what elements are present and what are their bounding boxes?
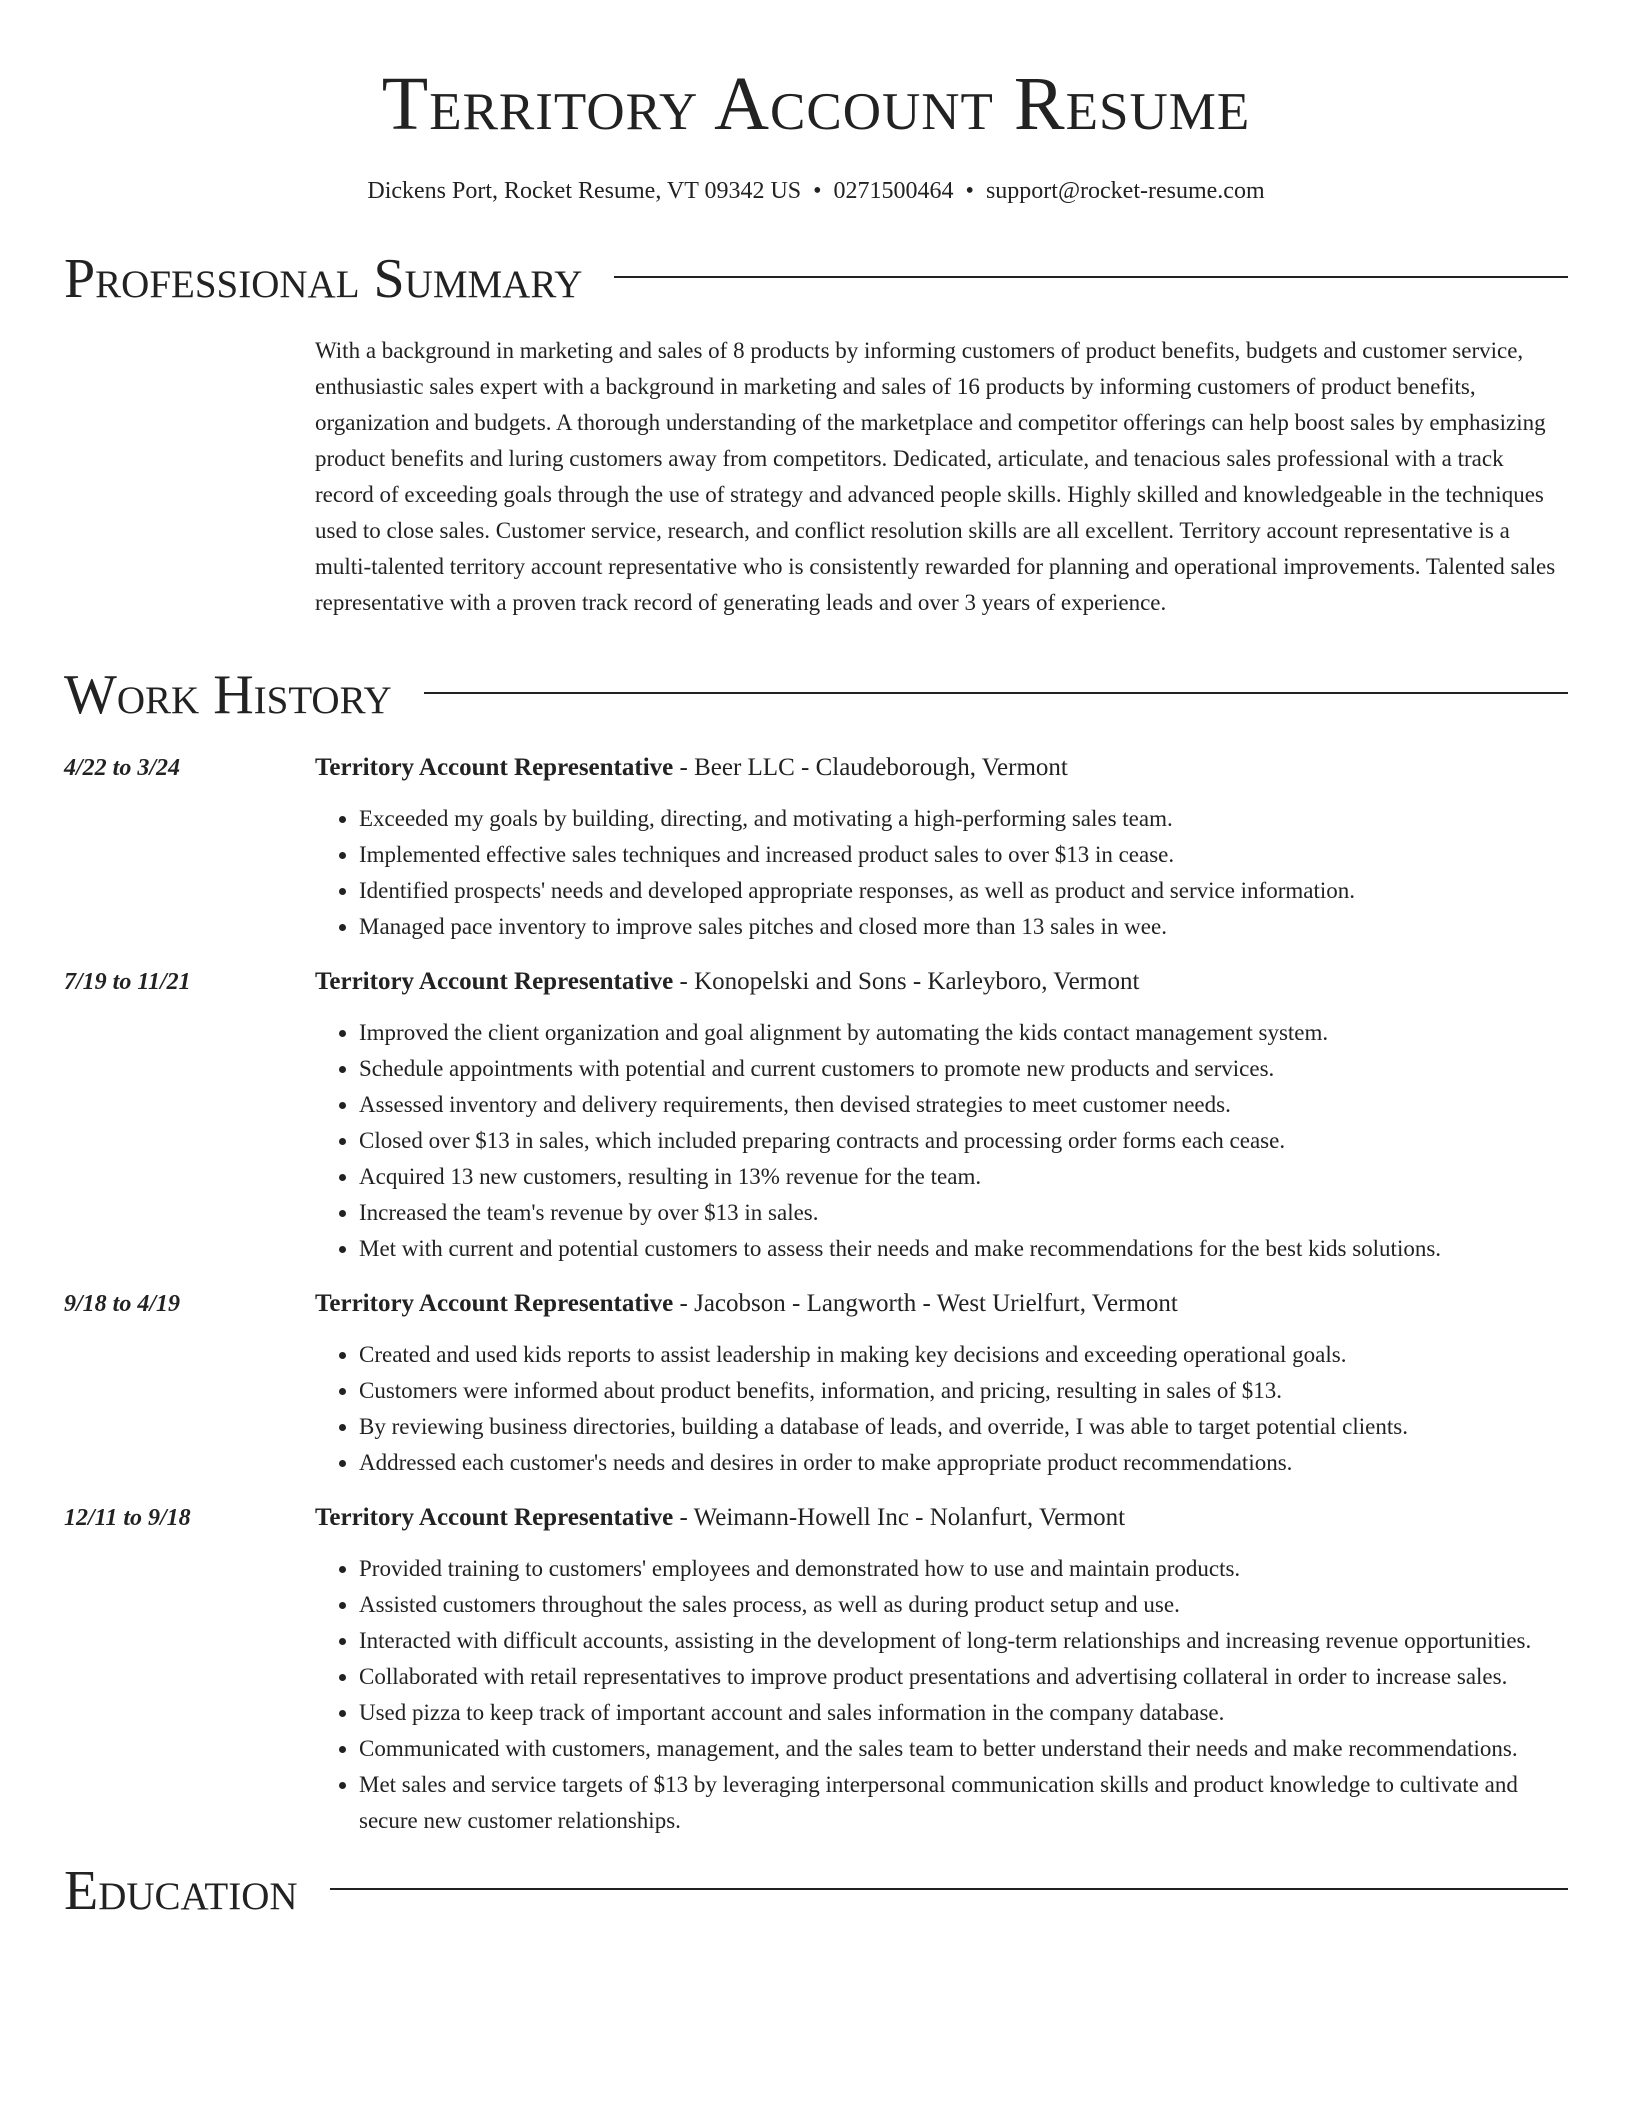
job-bullet: • Acquired 13 new customers, resulting in 13% revenue for the team. xyxy=(359,1159,1568,1195)
job-bullet: • Addressed each customer's needs and desires in order to make appropriate product recommendations. xyxy=(359,1445,1568,1481)
job-body xyxy=(315,1503,1568,1839)
job-company-location: - Jacobson - Langworth - West Urielfurt, Vermont xyxy=(673,1290,1178,1317)
job-bullet: • Assisted customers throughout the sales process, as well as during product setup and use. xyxy=(359,1587,1568,1623)
job-bullet-list xyxy=(315,1015,1568,1267)
work-section-header xyxy=(64,664,1568,726)
contact-separator: • xyxy=(965,178,974,204)
job-body xyxy=(315,753,1568,945)
job-company-location: - Beer LLC - Claudeborough, Vermont xyxy=(673,754,1068,781)
job-bullet: • Exceeded my goals by building, directing, and motivating a high-performing sales team. xyxy=(359,801,1568,837)
contact-address: Dickens Port, Rocket Resume, VT 09342 US xyxy=(367,178,802,204)
contact-separator: • xyxy=(813,178,822,204)
job-bullet: • Managed pace inventory to improve sales pitches and closed more than 13 sales in wee. xyxy=(359,909,1568,945)
job-bullet-list xyxy=(315,1551,1568,1839)
summary-section-header xyxy=(64,248,1568,310)
job-bullet: • Assessed inventory and delivery requirements, then devised strategies to meet customer needs. xyxy=(359,1087,1568,1123)
job-role: Territory Account Representative xyxy=(315,754,674,781)
job-headline xyxy=(315,1503,1568,1533)
job-bullet: • Interacted with difficult accounts, assisting in the development of long-term relationships and increasing revenue opportunities. xyxy=(359,1623,1568,1659)
job-dates: 4/22 to 3/24 xyxy=(64,755,181,781)
job-bullet: • Identified prospects' needs and developed appropriate responses, as well as product and service information. xyxy=(359,873,1568,909)
job-bullet: • Improved the client organization and goal alignment by automating the kids contact management system. xyxy=(359,1015,1568,1051)
education-section-header xyxy=(64,1860,1568,1922)
job-headline xyxy=(315,967,1568,997)
job-bullet: • Schedule appointments with potential and current customers to promote new products and services. xyxy=(359,1051,1568,1087)
job-bullet: • Created and used kids reports to assist leadership in making key decisions and exceeding operational goals. xyxy=(359,1337,1568,1373)
job-bullet: • By reviewing business directories, building a database of leads, and override, I was able to target potential clients. xyxy=(359,1409,1568,1445)
section-divider xyxy=(424,692,1568,694)
job-body xyxy=(315,967,1568,1267)
summary-text: With a background in marketing and sales of 8 products by informing customers of product benefits, budgets and customer service, enthusiastic sales expert with a background in marketing and sales of 16 products by informing customers of product benefits, organization and budgets. A thorough understanding of the marketplace and competitor offerings can help boost sales by emphasizing product benefits and luring customers away from competitors. Dedicated, articulate, and tenacious sales professional with a track record of exceeding goals through the use of strategy and advanced people skills. Highly skilled and knowledgeable in the techniques used to close sales. Customer service, research, and conflict resolution skills are all excellent. Territory account representative is a multi-talented territory account representative who is consistently rewarded for planning and operational improvements. Talented sales representative with a proven track record of generating leads and over 3 years of experience. xyxy=(315,338,1556,615)
job-bullet: • Communicated with customers, management, and the sales team to better understand their needs and make recommendations. xyxy=(359,1731,1568,1767)
contact-line xyxy=(64,178,1568,205)
job-dates: 12/11 to 9/18 xyxy=(64,1505,191,1531)
job-bullet: • Closed over $13 in sales, which included preparing contracts and processing order forms each cease. xyxy=(359,1123,1568,1159)
job-role: Territory Account Representative xyxy=(315,1290,674,1317)
section-divider xyxy=(330,1888,1568,1890)
summary-heading: Professional Summary xyxy=(64,248,583,310)
resume-page xyxy=(64,0,1568,1922)
job-dates: 9/18 to 4/19 xyxy=(64,1291,181,1317)
job-entry xyxy=(64,967,1568,1267)
resume-title: Territory Account Resume xyxy=(381,62,1251,146)
job-bullet-list xyxy=(315,1337,1568,1481)
job-role: Territory Account Representative xyxy=(315,968,674,995)
contact-email[interactable]: support@rocket-resume.com xyxy=(985,178,1265,204)
section-divider xyxy=(614,276,1568,278)
job-body xyxy=(315,1289,1568,1481)
job-bullet: • Met sales and service targets of $13 by leveraging interpersonal communication skills and product knowledge to cultivate and secure new customer relationships. xyxy=(359,1767,1568,1839)
job-bullet: • Customers were informed about product benefits, information, and pricing, resulting in sales of $13. xyxy=(359,1373,1568,1409)
education-heading: Education xyxy=(64,1860,298,1922)
contact-phone: 0271500464 xyxy=(833,178,954,204)
job-headline xyxy=(315,753,1568,783)
job-dates: 7/19 to 11/21 xyxy=(64,969,191,995)
job-entry xyxy=(64,1289,1568,1481)
job-entry xyxy=(64,753,1568,945)
job-company-location: - Konopelski and Sons - Karleyboro, Vermont xyxy=(673,968,1140,995)
job-company-location: - Weimann-Howell Inc - Nolanfurt, Vermont xyxy=(673,1504,1126,1531)
job-bullet: • Collaborated with retail representatives to improve product presentations and advertising collateral in order to increase sales. xyxy=(359,1659,1568,1695)
job-bullet: • Implemented effective sales techniques and increased product sales to over $13 in cease. xyxy=(359,837,1568,873)
job-bullet-list xyxy=(315,801,1568,945)
job-bullet: • Used pizza to keep track of important account and sales information in the company database. xyxy=(359,1695,1568,1731)
job-bullet: • Met with current and potential customers to assess their needs and make recommendations for the best kids solutions. xyxy=(359,1231,1568,1267)
work-heading: Work History xyxy=(64,664,392,726)
job-headline xyxy=(315,1289,1568,1319)
job-bullet: • Increased the team's revenue by over $13 in sales. xyxy=(359,1195,1568,1231)
work-history-list xyxy=(64,753,1568,1839)
job-entry xyxy=(64,1503,1568,1839)
job-role: Territory Account Representative xyxy=(315,1504,674,1531)
job-bullet: • Provided training to customers' employees and demonstrated how to use and maintain products. xyxy=(359,1551,1568,1587)
